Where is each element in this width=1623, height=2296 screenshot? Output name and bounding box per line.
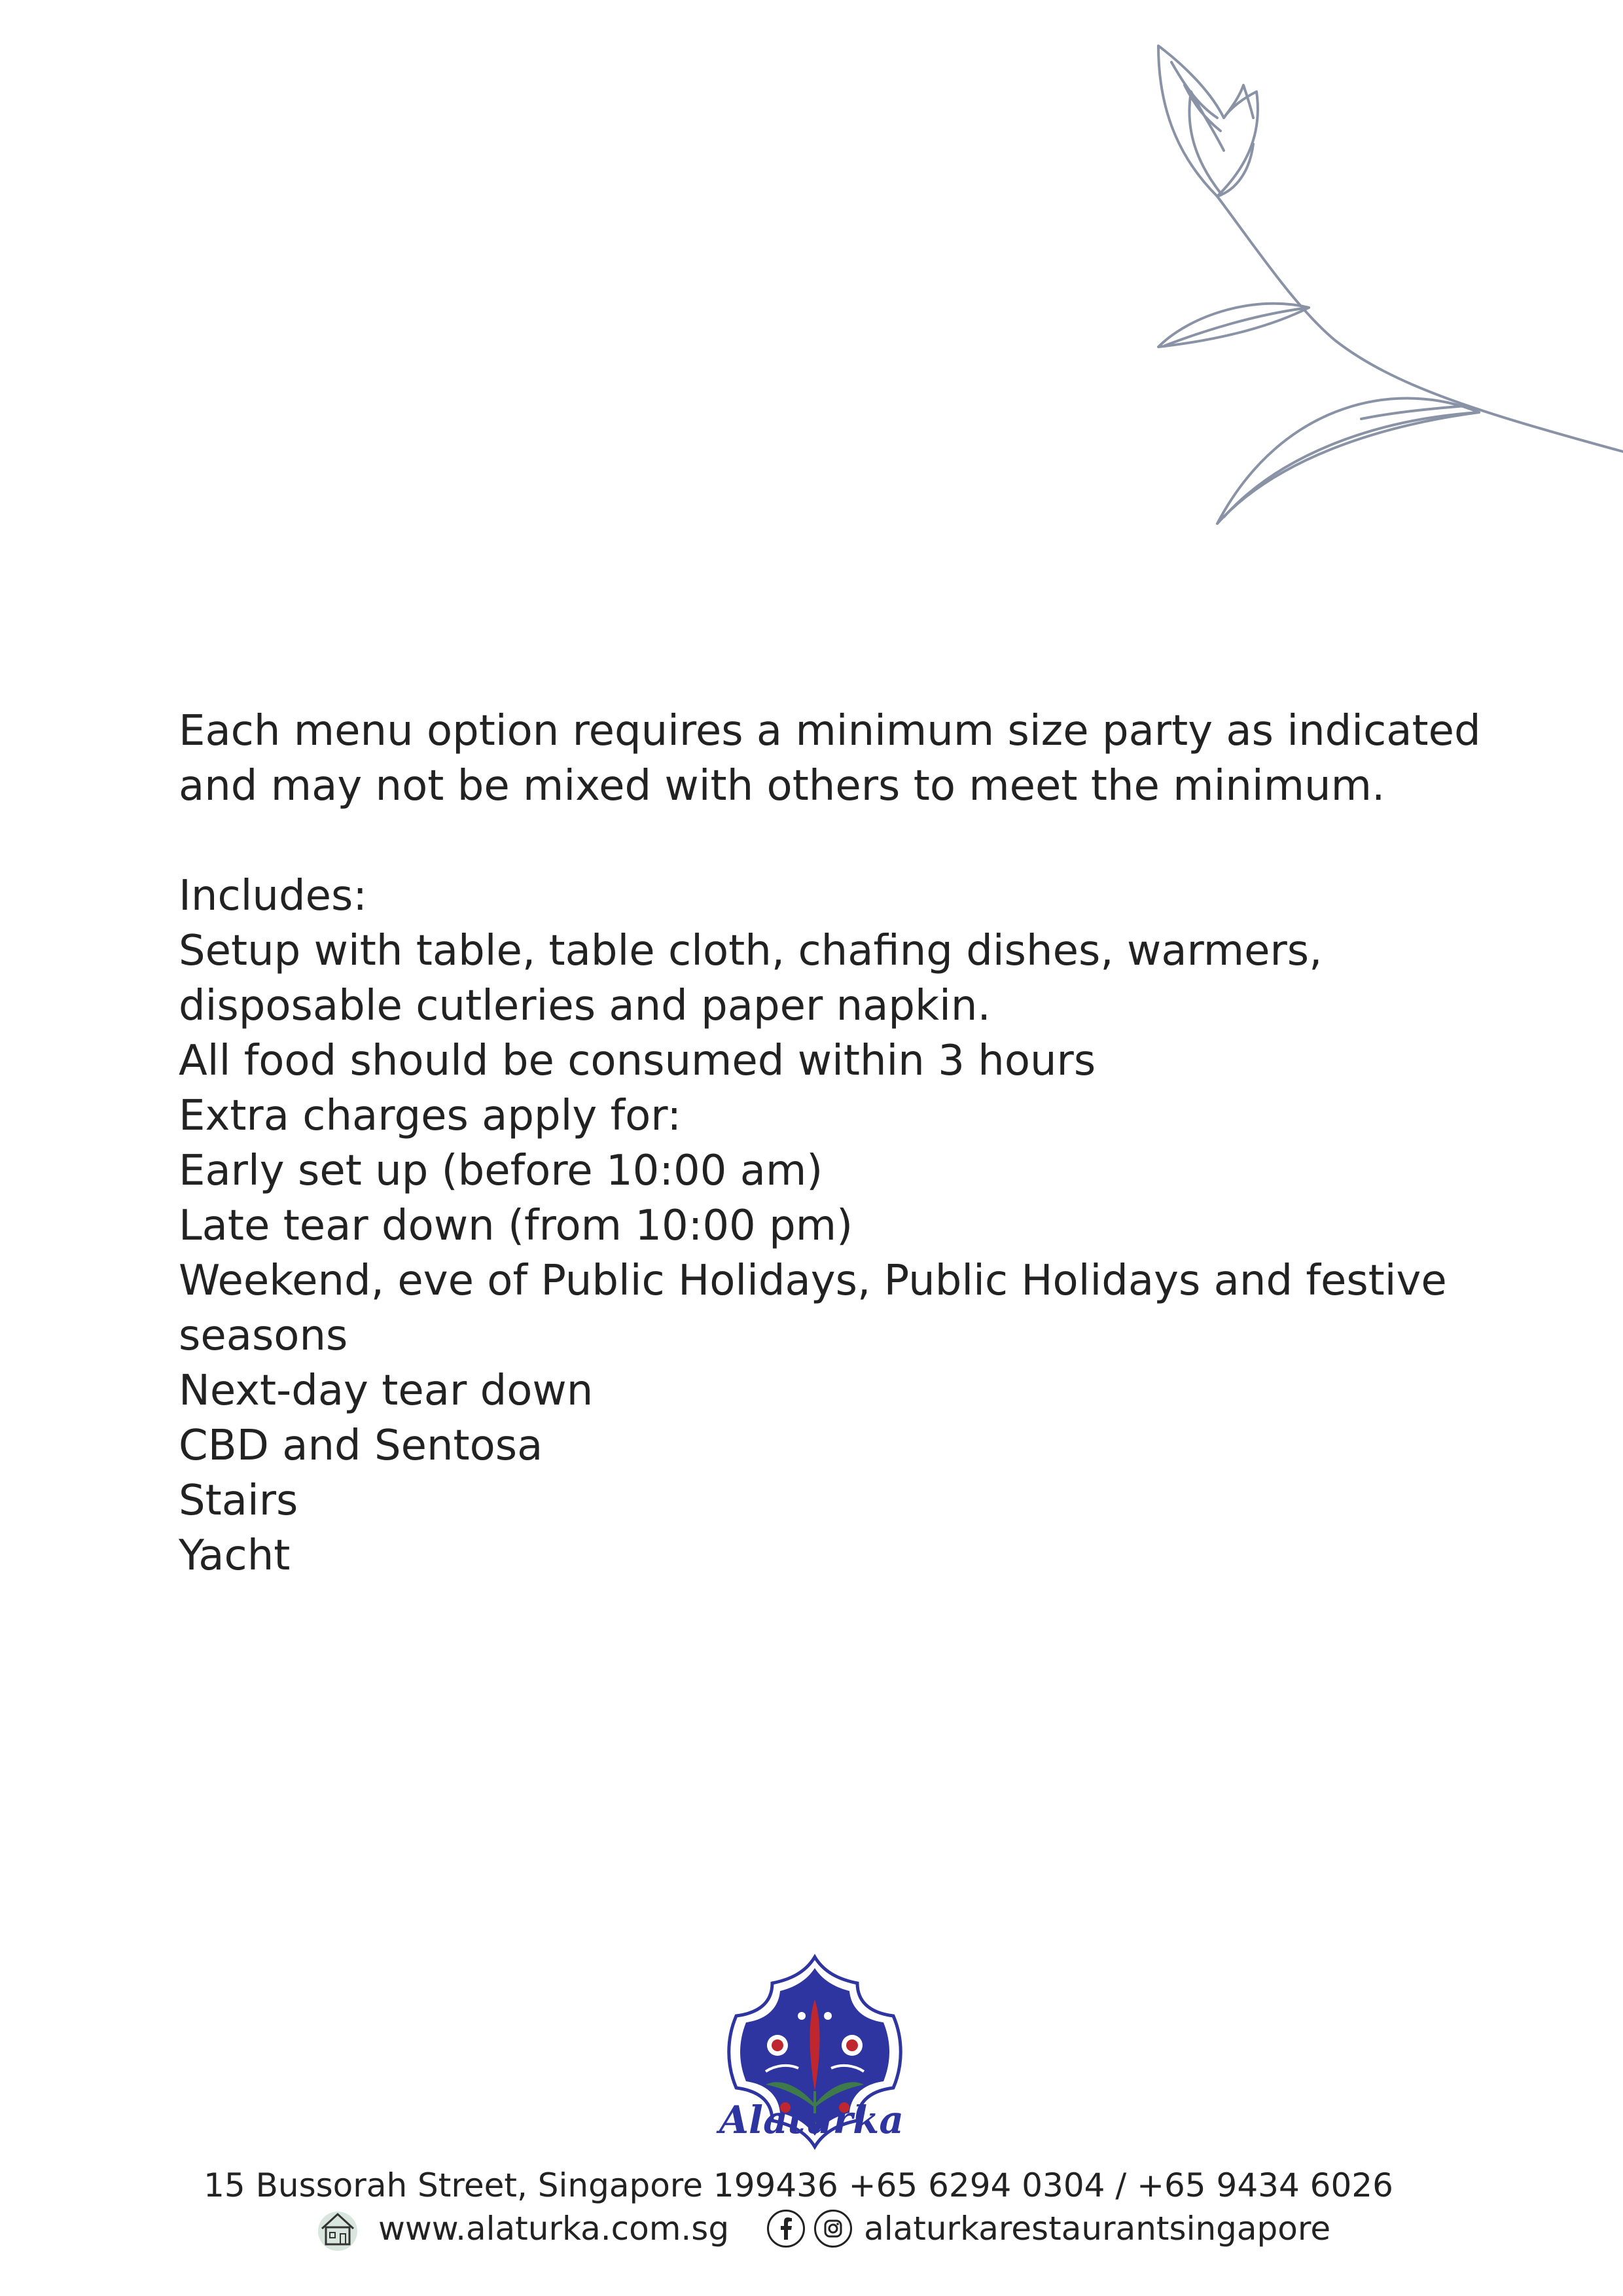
body-line: Setup with table, table cloth, chafing dishes, warmers, <box>179 927 1323 975</box>
instagram-icon[interactable] <box>814 2210 852 2248</box>
footer-contact-row <box>314 2206 1330 2251</box>
body-text <box>179 704 1488 1583</box>
body-line: Extra charges apply for: <box>179 1092 682 1140</box>
facebook-icon[interactable] <box>767 2210 805 2248</box>
body-line: Yacht <box>179 1532 291 1580</box>
body-line: and may not be mixed with others to meet the minimum. <box>179 762 1385 810</box>
body-spacer <box>179 814 1488 869</box>
social-handle-link[interactable]: alaturkarestaurantsingapore <box>864 2210 1331 2248</box>
body-line: seasons <box>179 1312 348 1360</box>
body-line: disposable cutleries and paper napkin. <box>179 982 991 1030</box>
brand-name: Alaturka <box>719 2098 904 2142</box>
body-line: All food should be consumed within 3 hours <box>179 1037 1096 1085</box>
footer-address: 15 Bussorah Street, Singapore 199436 +65 6294 0304 / +65 9434 6026 <box>204 2166 1393 2204</box>
body-line: Late tear down (from 10:00 pm) <box>179 1202 853 1250</box>
body-line: Weekend, eve of Public Holidays, Public Holidays and festive <box>179 1257 1447 1305</box>
body-line: Includes: <box>179 872 367 920</box>
website-link[interactable]: www.alaturka.com.sg <box>378 2210 730 2248</box>
body-line: Stairs <box>179 1477 298 1525</box>
body-line: Early set up (before 10:00 am) <box>179 1147 823 1195</box>
house-icon <box>314 2206 361 2251</box>
body-line: CBD and Sentosa <box>179 1422 543 1470</box>
flower-illustration <box>1086 33 1623 537</box>
body-line: Each menu option requires a minimum size party as indicated <box>179 707 1481 755</box>
body-line: Next-day tear down <box>179 1367 594 1415</box>
